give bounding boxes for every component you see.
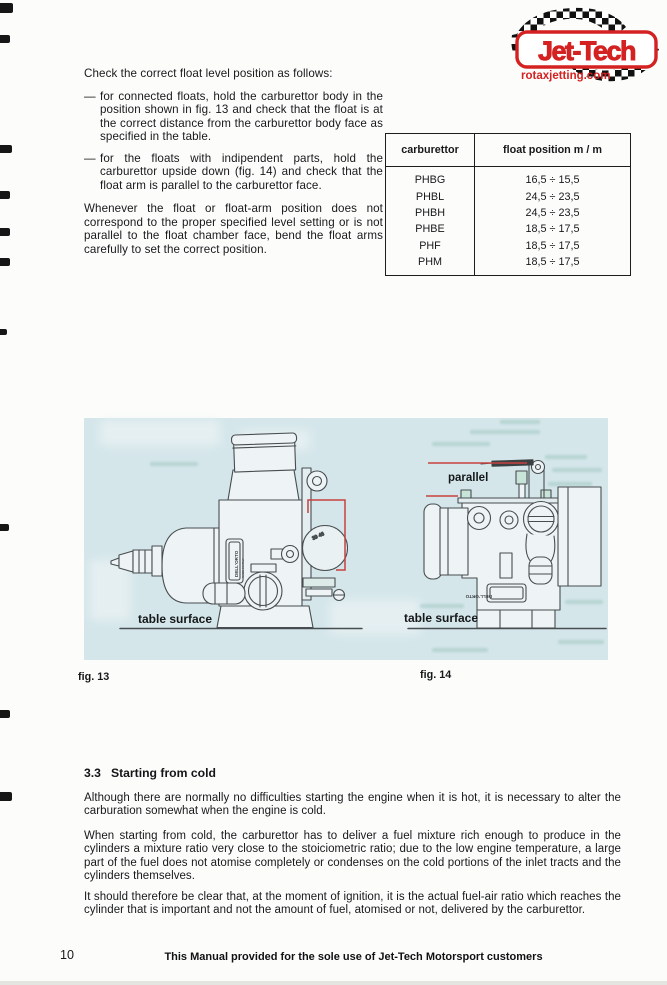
table-row <box>386 188 631 204</box>
bullet-independent-floats <box>84 152 383 193</box>
carburettor-model: PHBL <box>386 188 475 204</box>
float-position-value: 24,5 ÷ 23,5 <box>475 188 631 204</box>
fig14-table-surface-label: table surface <box>404 611 479 625</box>
section-paragraph: It should therefore be clear that, at the moment of ignition, it is the actual fuel-air ratio which reaches the cylinder that is important and not the amount of fuel, atomised or not, delivered by the carburettor. <box>84 891 621 917</box>
fig13-caption: fig. 13 <box>78 671 110 683</box>
bullet-text: for the floats with indipendent parts, hold the carburettor upside down (fig. 14) and check that the float arm is parallel to the carburettor face. <box>100 151 383 192</box>
scan-bottom-edge <box>0 981 667 985</box>
scan-mark <box>0 524 9 531</box>
intro-closing-paragraph: Whenever the float or float-arm position does not correspond to the proper specified level setting or is not parallel to the float chamber face, bend the float arms carefully to set the correct position. <box>84 202 383 256</box>
scan-mark <box>0 145 12 153</box>
carburettor-figures <box>70 410 630 695</box>
float-position-value: 18,5 ÷ 17,5 <box>475 254 631 276</box>
float-position-value: 24,5 ÷ 23,5 <box>475 205 631 221</box>
carburettor-model: PHF <box>386 238 475 254</box>
bullet-connected-floats <box>84 90 383 144</box>
page-number: 10 <box>60 948 75 962</box>
scan-mark <box>0 710 10 718</box>
fig14-plate-text: DELL'ORTO <box>465 594 492 599</box>
scan-mark <box>0 3 13 13</box>
section-paragraph: Although there are normally no difficulties starting the engine when it is hot, it is necessary to alter the carburation somewhat when the engine is cold. <box>84 792 621 818</box>
fig13-choke-knob <box>303 526 348 571</box>
fig14-parallel-label: parallel <box>448 472 489 484</box>
float-position-table <box>385 133 631 276</box>
float-position-value: 18,5 ÷ 17,5 <box>475 238 631 254</box>
carburettor-model: PHBH <box>386 205 475 221</box>
table-row <box>386 254 631 276</box>
carburettor-model: PHM <box>386 254 475 276</box>
intro-lead: Check the correct float level position as follows: <box>84 67 333 80</box>
fig13-knob-text: 39 46 <box>311 531 326 542</box>
fig14-caption: fig. 14 <box>420 669 452 681</box>
table-header-row <box>386 134 631 167</box>
section-paragraph: When starting from cold, the carburettor has to deliver a fuel mixture rich enough to produce in the cylinders a mixture ratio very close to the stoiciometric ratio; due to the low engine temperature, a large part of the fuel does not atomise completely or condenses on the cold portions of the inlet tracts and the cylinders themselves. <box>84 830 621 883</box>
bullet-text: for connected floats, hold the carburettor body in the position shown in fig. 13 and check that the float is at the correct distance from the carburettor body face as specified in the table. <box>100 89 383 143</box>
float-position-value: 16,5 ÷ 15,5 <box>475 167 631 189</box>
bullet-dash: — <box>84 151 96 165</box>
float-position-value: 18,5 ÷ 17,5 <box>475 221 631 237</box>
scan-mark <box>0 258 10 266</box>
section-title: Starting from cold <box>110 766 216 780</box>
logo-title: Jet-Tech <box>537 36 636 66</box>
carburettor-model: PHBG <box>386 167 475 189</box>
table-row <box>386 205 631 221</box>
table-row <box>386 221 631 237</box>
section-heading <box>84 766 216 780</box>
bullet-dash: — <box>84 89 96 103</box>
section-number: 3.3 <box>84 766 101 780</box>
figures-canvas <box>70 410 630 695</box>
scan-mark <box>0 35 10 43</box>
fig13-plate-text: DELL'ORTO <box>234 550 239 577</box>
scan-mark <box>0 792 12 801</box>
column-header-float-position: float position m / m <box>475 134 631 167</box>
scan-mark <box>0 329 7 335</box>
column-header-carburettor: carburettor <box>386 134 475 167</box>
scan-mark <box>0 191 10 199</box>
jet-tech-logo <box>511 5 663 85</box>
carburettor-model: PHBE <box>386 221 475 237</box>
table-row <box>386 167 631 189</box>
float-level-instructions <box>84 67 383 256</box>
footer-note: This Manual provided for the sole use of Jet-Tech Motorsport customers <box>164 951 543 963</box>
table-row <box>386 238 631 254</box>
scan-mark <box>0 228 10 236</box>
fig13-table-surface-label: table surface <box>138 612 213 626</box>
checkered-flag-graphic <box>511 5 663 85</box>
logo-subtitle: rotaxjetting.com <box>521 70 611 82</box>
fig13-plate-text2: MADE IN ITALY <box>241 558 245 578</box>
